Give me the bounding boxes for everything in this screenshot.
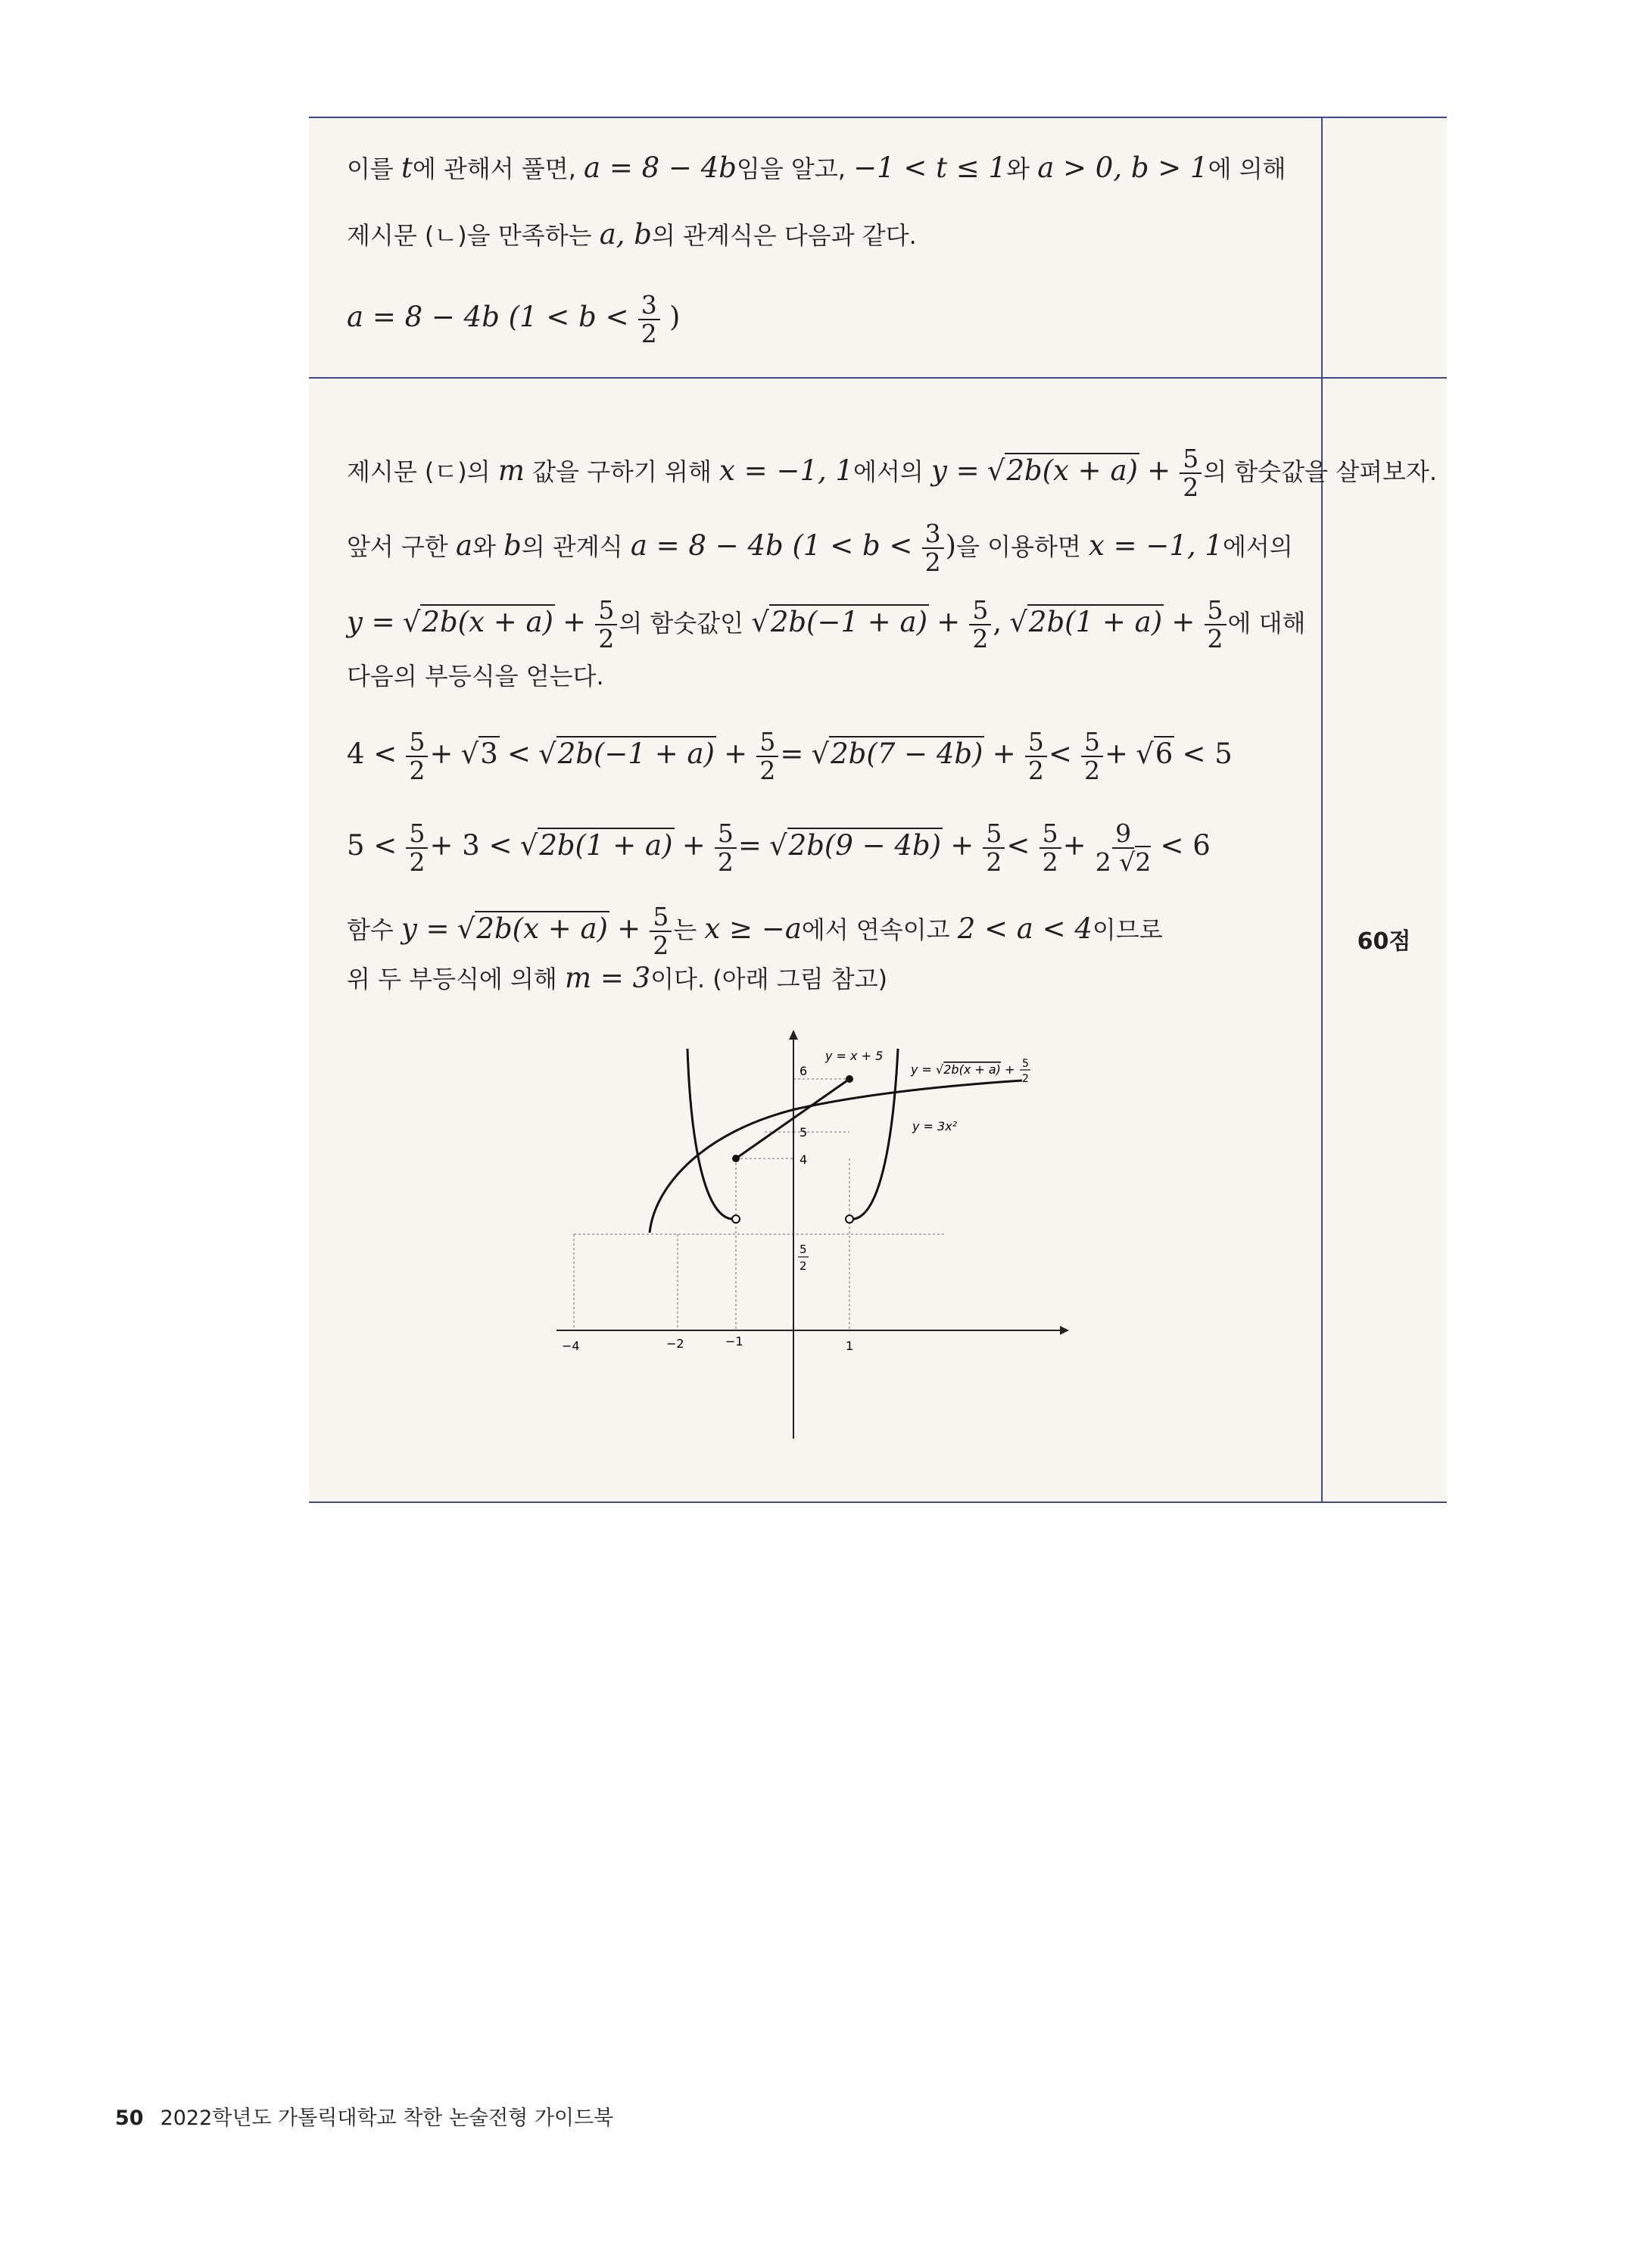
closed-point-right	[846, 1075, 853, 1083]
s2-line5: 함수 y = √2b(x + a) + $\frac{5}{2}$ 는 x ≥ −a에서 연속이고 2 < a < 4이므로	[347, 902, 1163, 960]
x-tick-1: 1	[846, 1339, 854, 1353]
s2-line4: 다음의 부등식을 얻는다.	[347, 662, 604, 691]
label-sqrt-frac-den: 2	[1022, 1073, 1029, 1085]
inequality-1: 4 < $\frac{5}{2}$ + √3 < √2b(−1 + a) + $\frac{5}{2}$ = √2b(7 − 4b) + $\frac{5}{2}$ < $\frac{5}{2}$ + √6 < 5	[347, 727, 1233, 785]
s2-line1: 제시문 (ㄷ)의 m 값을 구하기 위해 x = −1, 1에서의 y = √2b(x + a) + $\frac{5}{2}$ 의 함숫값을 살펴보자.	[347, 444, 1438, 502]
table-bottom-rule	[309, 1501, 1447, 1503]
closed-point-left	[732, 1155, 740, 1162]
y-axis-arrow	[789, 1030, 798, 1040]
s1-line3: a = 8 − 4b (1 < b < $\frac{3}{2}$ )	[347, 290, 681, 348]
y-tick-4: 4	[800, 1152, 808, 1167]
open-point-right	[846, 1215, 853, 1223]
score-label: 60점	[1357, 928, 1411, 955]
label-sqrt-frac-num: 5	[1022, 1058, 1029, 1070]
label-sqrt: y = √2b(x + a) +	[911, 1062, 1015, 1077]
s2-line6: 위 두 부등식에 의해 m = 3이다. (아래 그림 참고)	[347, 962, 888, 994]
label-line: y = x + 5	[825, 1049, 884, 1063]
y-tick-6: 6	[800, 1064, 808, 1078]
page-footer	[115, 2101, 613, 2131]
guidebook-title: 2022학년도 가톨릭대학교 착한 논술전형 가이드북	[160, 2106, 614, 2130]
s1-line1: 이를 t에 관해서 풀면, a = 8 − 4b임을 알고, −1 < t ≤ 1와 a > 0, b > 1에 의해	[347, 151, 1286, 184]
sqrt-curve	[650, 1080, 1022, 1233]
parabola-right-branch	[849, 1049, 898, 1219]
inequality-2: 5 < $\frac{5}{2}$ + 3 < √2b(1 + a) + $\frac{5}{2}$ = √2b(9 − 4b) + $\frac{5}{2}$ < $\frac{5}{2}$ + $\frac{9}{2 √2}$ < 6	[347, 819, 1211, 877]
s1-line2: 제시문 (ㄴ)을 만족하는 a, b의 관계식은 다음과 같다.	[347, 218, 917, 251]
score-column-divider	[1321, 117, 1323, 1503]
s2-line2: 앞서 구한 a와 b의 관계식 a = 8 − 4b (1 < b < $\frac{3}{2}$ )을 이용하면 x = −1, 1에서의	[347, 519, 1293, 577]
table-top-rule	[309, 117, 1447, 118]
function-graph	[530, 1026, 1090, 1450]
s2-line3: y = √2b(x + a) + $\frac{5}{2}$ 의 함숫값인 √2b(−1 + a) + $\frac{5}{2}$ , √2b(1 + a) + $\frac{5}{2}$ 에 대해	[347, 595, 1306, 653]
y-tick-frac-den: 2	[800, 1259, 807, 1273]
row-divider	[309, 377, 1447, 379]
x-tick-minus2: −2	[666, 1336, 684, 1351]
x-tick-minus1: −1	[725, 1334, 743, 1349]
label-parabola: y = 3x²	[912, 1119, 958, 1133]
guide-lines	[574, 1079, 945, 1330]
y-tick-5: 5	[800, 1125, 808, 1140]
y-tick-frac-num: 5	[800, 1243, 807, 1256]
x-axis-arrow	[1060, 1326, 1069, 1335]
open-point-left	[732, 1215, 740, 1223]
page-number: 50	[115, 2106, 144, 2130]
x-tick-minus4: −4	[562, 1339, 580, 1353]
